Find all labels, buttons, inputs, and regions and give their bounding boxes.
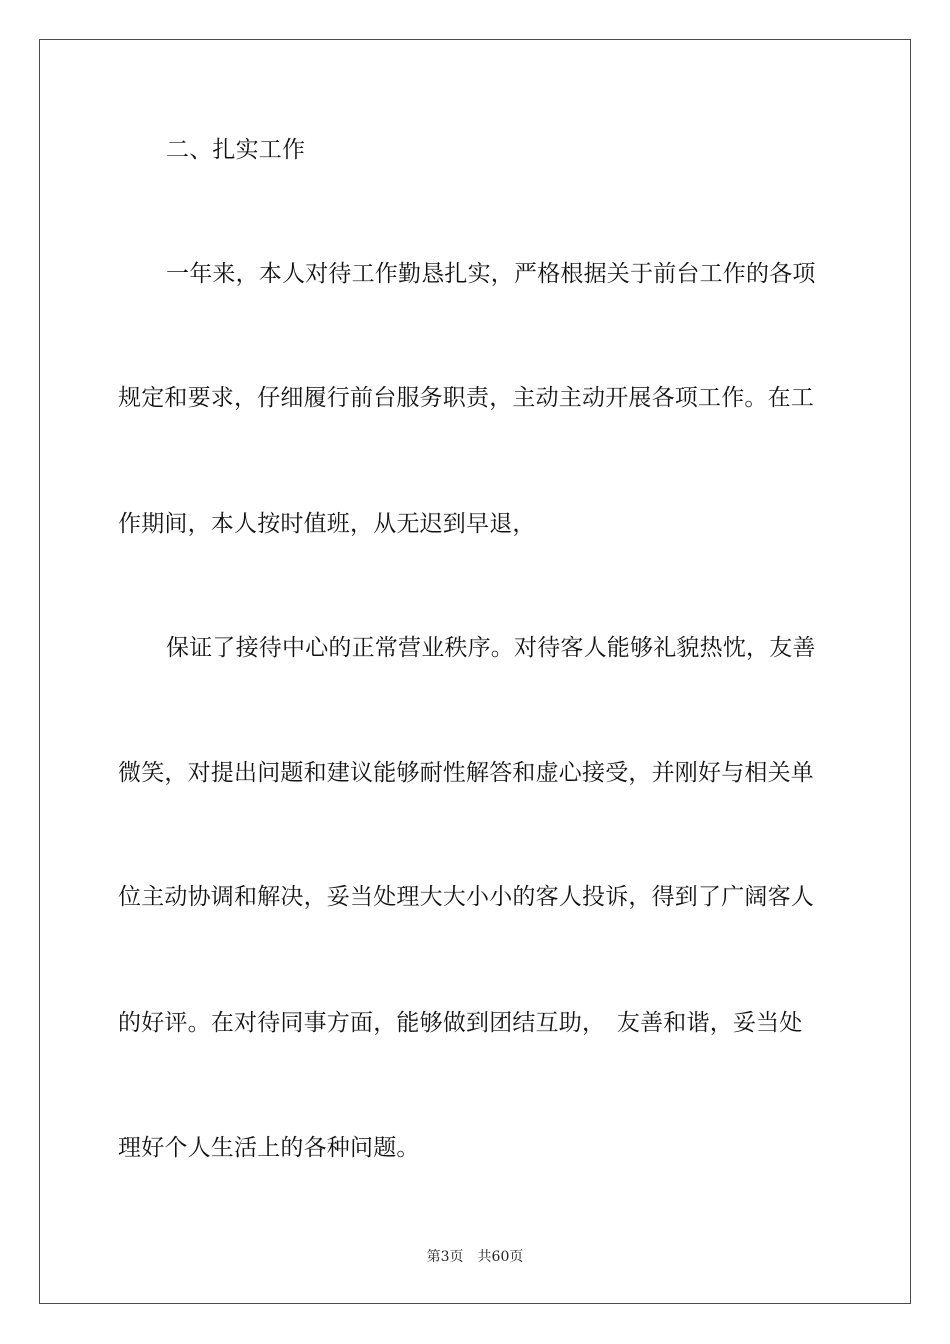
paragraph-line: 规定和要求，仔细履行前台服务职责，主动主动开展各项工作。在工 [118, 385, 814, 411]
section-heading: 二、扎实工作 [166, 137, 306, 163]
paragraph-line: 的好评。在对待同事方面，能够做到团结互助， 友善和谐，妥当处 [118, 1010, 803, 1036]
paragraph-line: 理好个人生活上的各种问题。 [118, 1135, 420, 1161]
page-number: 第3页 [426, 1249, 464, 1265]
paragraph-line: 一年来，本人对待工作勤恳扎实，严格根据关于前台工作的各项 [166, 261, 816, 287]
paragraph-line: 位主动协调和解决，妥当处理大大小小的客人投诉，得到了广阔客人 [118, 884, 814, 910]
page-border [39, 39, 911, 1304]
paragraph-line: 保证了接待中心的正常营业秩序。对待客人能够礼貌热忱，友善 [166, 635, 816, 661]
paragraph-line: 作期间，本人按时值班，从无迟到早退， [118, 511, 536, 537]
paragraph-line: 微笑，对提出问题和建议能够耐性解答和虚心接受，并刚好与相关单 [118, 760, 814, 786]
page-total: 共60页 [477, 1249, 524, 1265]
page-footer [0, 1248, 950, 1266]
